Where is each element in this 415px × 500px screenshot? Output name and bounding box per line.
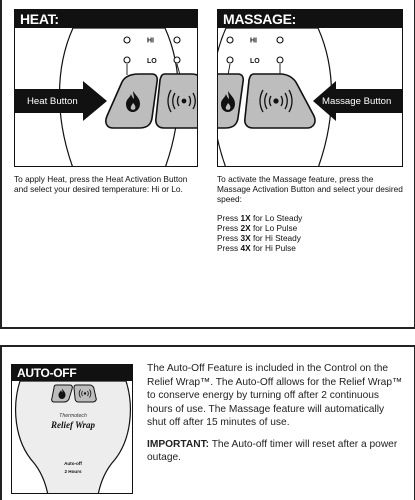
lo-led-massage-side — [174, 57, 180, 63]
hi-led-right — [277, 37, 283, 43]
massage-illustration — [217, 27, 403, 167]
upper-section-bottom-rule — [0, 327, 415, 329]
device-auto-off-label: Auto-off — [64, 461, 82, 466]
massage-diagram — [218, 28, 403, 167]
device-hours-label: 2 Hours — [64, 469, 82, 474]
lo-led-heat — [124, 57, 130, 63]
auto-off-description — [147, 362, 405, 473]
auto-off-paragraph: The Auto-Off Feature is included in the Control on the Relief Wrap™. The Auto-Off allows for the Relief Wrap™ to conserve energy by turning off after 2 continuous hours of use. The Massage feature will automatically shut off after 15 minutes of use. — [147, 363, 403, 428]
heat-illustration — [14, 27, 198, 167]
device-name-label: Relief Wrap — [51, 420, 95, 430]
device-brand-label: Thermotech — [59, 413, 87, 419]
press-line-1: Press 1X for Lo Steady — [217, 213, 303, 223]
heat-diagram — [15, 28, 198, 167]
hi-led-massage-side — [174, 37, 180, 43]
auto-off-important: IMPORTANT: The Auto-off timer will reset after a power outage. — [147, 438, 398, 463]
heat-callout-label: Heat Button — [27, 96, 78, 107]
massage-press-list — [217, 213, 407, 253]
relief-wrap-device — [12, 381, 133, 494]
left-edge-rule-lower — [0, 345, 2, 500]
heat-header: HEAT: — [14, 9, 198, 29]
lower-section-top-rule — [0, 345, 415, 347]
left-edge-rule-upper — [0, 0, 2, 328]
hi-led-heat — [124, 37, 130, 43]
auto-off-illustration — [11, 380, 133, 494]
lo-led-left — [227, 57, 233, 63]
lo-led-right — [277, 57, 283, 63]
massage-callout-label: Massage Button — [322, 96, 392, 107]
massage-header: MASSAGE: — [217, 9, 403, 29]
press-line-3: Press 3X for Hi Steady — [217, 233, 301, 243]
massage-lo-label: LO — [250, 58, 260, 65]
massage-instruction: To activate the Massage feature, press the Massage Activation Button and select your desired speed: — [217, 174, 403, 204]
heat-lo-label: LO — [147, 58, 157, 65]
auto-off-header: AUTO-OFF — [11, 364, 133, 382]
heat-hi-label: HI — [147, 37, 154, 45]
massage-hi-label: HI — [250, 37, 257, 45]
device-body — [16, 381, 131, 494]
heat-instruction: To apply Heat, press the Heat Activation Button and select your desired temperature: Hi or Lo. — [14, 174, 188, 194]
hi-led-left — [227, 37, 233, 43]
press-line-4: Press 4X for Hi Pulse — [217, 243, 296, 253]
press-line-2: Press 2X for Lo Pulse — [217, 223, 298, 233]
